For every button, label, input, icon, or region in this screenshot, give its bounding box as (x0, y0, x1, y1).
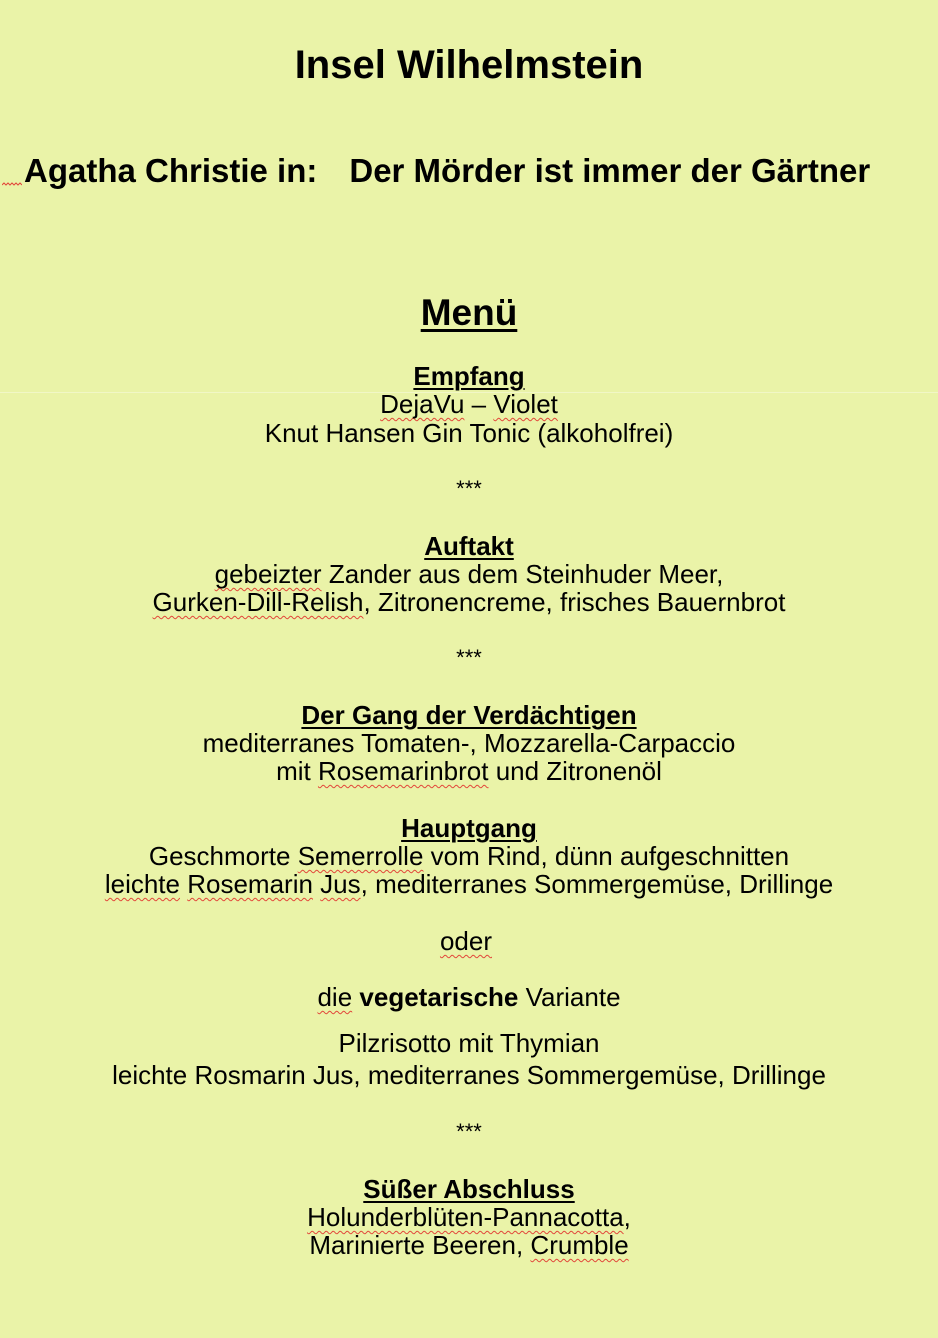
subtitle-left: Agatha Christie in: (24, 152, 318, 189)
subtitle-right: Der Mörder ist immer der Gärtner (349, 152, 871, 189)
separator: *** (456, 476, 482, 501)
gang-line-2: mit Rosemarinbrot und Zitronenöl (276, 756, 662, 786)
separator: *** (456, 1119, 482, 1144)
vegetarian-line-1: Pilzrisotto mit Thymian (338, 1028, 600, 1058)
section-title-auftakt: Auftakt (424, 531, 514, 561)
auftakt-line-2: Gurken-Dill-Relish, Zitronencreme, frisches Bauernbrot (152, 587, 786, 617)
section-title-hauptgang: Hauptgang (401, 813, 537, 843)
gang-line-1: mediterranes Tomaten-, Mozzarella-Carpaccio (202, 728, 736, 758)
dessert-line-2: Marinierte Beeren, Crumble (309, 1230, 629, 1260)
section-title-dessert: Süßer Abschluss (363, 1174, 575, 1204)
dessert-line-1: Holunderblüten-Pannacotta, (307, 1202, 631, 1232)
menu-heading: Menü (420, 292, 518, 333)
oder-text: oder (439, 926, 493, 956)
section-title-gang: Der Gang der Verdächtigen (301, 700, 637, 730)
vegetarian-intro: die vegetarische Variante (317, 982, 621, 1012)
document-subtitle (24, 152, 870, 190)
section-title-empfang: Empfang (413, 361, 525, 391)
empfang-line-2: Knut Hansen Gin Tonic (alkoholfrei) (264, 418, 674, 448)
empfang-line-1: DejaVu – Violet (380, 389, 558, 419)
hauptgang-line-1: Geschmorte Semerrolle vom Rind, dünn aufgeschnitten (148, 841, 790, 871)
spellcheck-mark (2, 182, 22, 186)
vegetarian-line-2: leichte Rosmarin Jus, mediterranes Sommergemüse, Drillinge (112, 1060, 826, 1090)
separator: *** (456, 645, 482, 670)
hauptgang-line-2: leichte Rosemarin Jus, mediterranes Sommergemüse, Drillinge (104, 869, 834, 899)
auftakt-line-1: gebeizter Zander aus dem Steinhuder Meer, (214, 559, 724, 589)
document-title: Insel Wilhelmstein (294, 43, 644, 87)
